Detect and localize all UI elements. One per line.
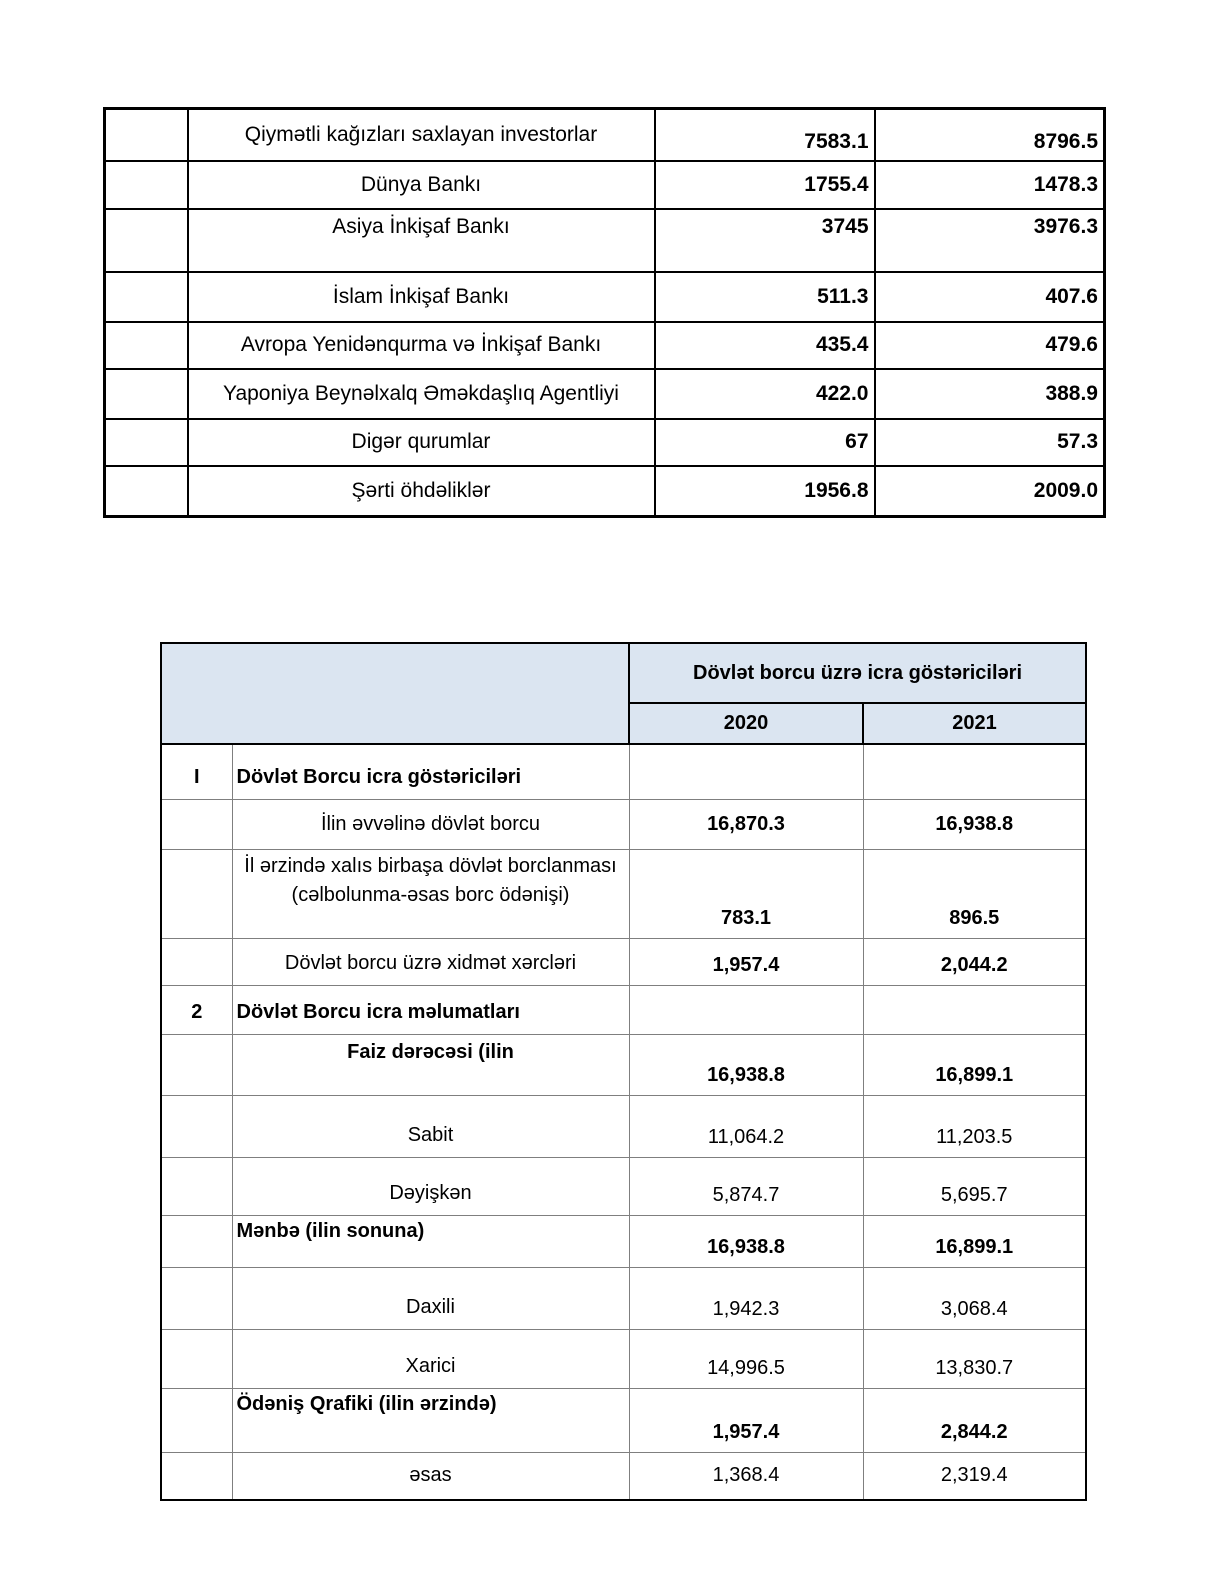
table-row [161,985,1086,1034]
table-row [161,938,1086,985]
row-num [161,1034,232,1095]
table-row [161,1329,1086,1388]
row-num [161,1452,232,1500]
row-label: Yaponiya Beynəlxalq Əməkdaşlıq Agentliyi [188,369,655,419]
row-num: I [161,744,232,799]
table-row [105,161,1105,209]
table-row [105,322,1105,369]
table-row [105,419,1105,466]
row-label: Dövlət Borcu icra göstəriciləri [232,744,629,799]
row-label: Dövlət borcu üzrə xidmət xərcləri [232,938,629,985]
value-2021: 5,695.7 [863,1157,1086,1215]
row-label: Daxili [232,1267,629,1329]
row-index-cell [105,209,188,272]
table-row [161,1388,1086,1452]
row-index-cell [105,322,188,369]
header-blank-cell [161,643,629,744]
value-2021: 16,899.1 [863,1215,1086,1267]
row-num [161,1388,232,1452]
row-num [161,938,232,985]
table-row [161,1157,1086,1215]
value-2021: 1478.3 [875,161,1105,209]
col-2021-header: 2021 [863,703,1086,744]
value-2021: 2009.0 [875,466,1105,517]
creditor-amounts-table [103,107,1106,518]
value-2020: 1,942.3 [629,1267,863,1329]
row-index-cell [105,161,188,209]
value-2021: 407.6 [875,272,1105,322]
row-label: Xarici [232,1329,629,1388]
row-num [161,799,232,849]
value-2021: 13,830.7 [863,1329,1086,1388]
value-2020: 16,938.8 [629,1034,863,1095]
row-label: əsas [232,1452,629,1500]
value-2021: 2,044.2 [863,938,1086,985]
row-label: Qiymətli kağızları saxlayan investorlar [188,109,655,161]
value-2021: 16,938.8 [863,799,1086,849]
value-2020: 7583.1 [655,109,875,161]
value-2021: 57.3 [875,419,1105,466]
row-num [161,1215,232,1267]
table-row [161,1034,1086,1095]
value-2020: 5,874.7 [629,1157,863,1215]
row-label: Dövlət Borcu icra məlumatları [232,985,629,1034]
debt-execution-table [160,642,1087,1501]
row-label: Digər qurumlar [188,419,655,466]
row-index-cell [105,466,188,517]
value-2021: 16,899.1 [863,1034,1086,1095]
value-2020: 422.0 [655,369,875,419]
row-index-cell [105,419,188,466]
value-2020: 1,957.4 [629,938,863,985]
header-row [161,643,1086,703]
row-label: Mənbə (ilin sonuna) [232,1215,629,1267]
row-label: Dünya Bankı [188,161,655,209]
value-2021 [863,744,1086,799]
value-2020: 783.1 [629,849,863,938]
table-row [161,744,1086,799]
row-label: Asiya İnkişaf Bankı [188,209,655,272]
row-num [161,1095,232,1157]
table-row [105,109,1105,161]
value-2020: 1,368.4 [629,1452,863,1500]
row-label: İl ərzində xalıs birbaşa dövlət borclanması (cəlbolunma-əsas borc ödənişi) [232,849,629,938]
value-2020: 3745 [655,209,875,272]
row-num [161,1329,232,1388]
value-2020 [629,744,863,799]
table-row [161,1215,1086,1267]
table-row [105,209,1105,272]
table-row [105,466,1105,517]
value-2020: 67 [655,419,875,466]
value-2020: 511.3 [655,272,875,322]
value-2021: 479.6 [875,322,1105,369]
row-index-cell [105,369,188,419]
table-row [161,1267,1086,1329]
value-2020: 14,996.5 [629,1329,863,1388]
row-label: Ödəniş Qrafiki (ilin ərzində) [232,1388,629,1452]
value-2021: 8796.5 [875,109,1105,161]
value-2020: 435.4 [655,322,875,369]
row-label: İslam İnkişaf Bankı [188,272,655,322]
table-title: Dövlət borcu üzrə icra göstəriciləri [629,643,1086,703]
value-2020: 16,870.3 [629,799,863,849]
row-label: Avropa Yenidənqurma və İnkişaf Bankı [188,322,655,369]
row-label: Şərti öhdəliklər [188,466,655,517]
value-2020: 11,064.2 [629,1095,863,1157]
value-2021 [863,985,1086,1034]
value-2021: 2,844.2 [863,1388,1086,1452]
row-label: Faiz dərəcəsi (ilin [232,1034,629,1095]
row-index-cell [105,109,188,161]
col-2020-header: 2020 [629,703,863,744]
value-2020 [629,985,863,1034]
value-2021: 3,068.4 [863,1267,1086,1329]
value-2021: 2,319.4 [863,1452,1086,1500]
table-row [161,799,1086,849]
table-row [105,369,1105,419]
value-2020: 1956.8 [655,466,875,517]
row-num [161,849,232,938]
value-2021: 896.5 [863,849,1086,938]
row-num [161,1267,232,1329]
row-label: Dəyişkən [232,1157,629,1215]
row-index-cell [105,272,188,322]
table-row [161,1095,1086,1157]
row-label: İlin əvvəlinə dövlət borcu [232,799,629,849]
value-2020: 1755.4 [655,161,875,209]
row-label: Sabit [232,1095,629,1157]
value-2020: 16,938.8 [629,1215,863,1267]
row-num: 2 [161,985,232,1034]
table-row [161,849,1086,938]
value-2020: 1,957.4 [629,1388,863,1452]
row-num [161,1157,232,1215]
value-2021: 3976.3 [875,209,1105,272]
table-row [105,272,1105,322]
value-2021: 11,203.5 [863,1095,1086,1157]
value-2021: 388.9 [875,369,1105,419]
table-row [161,1452,1086,1500]
